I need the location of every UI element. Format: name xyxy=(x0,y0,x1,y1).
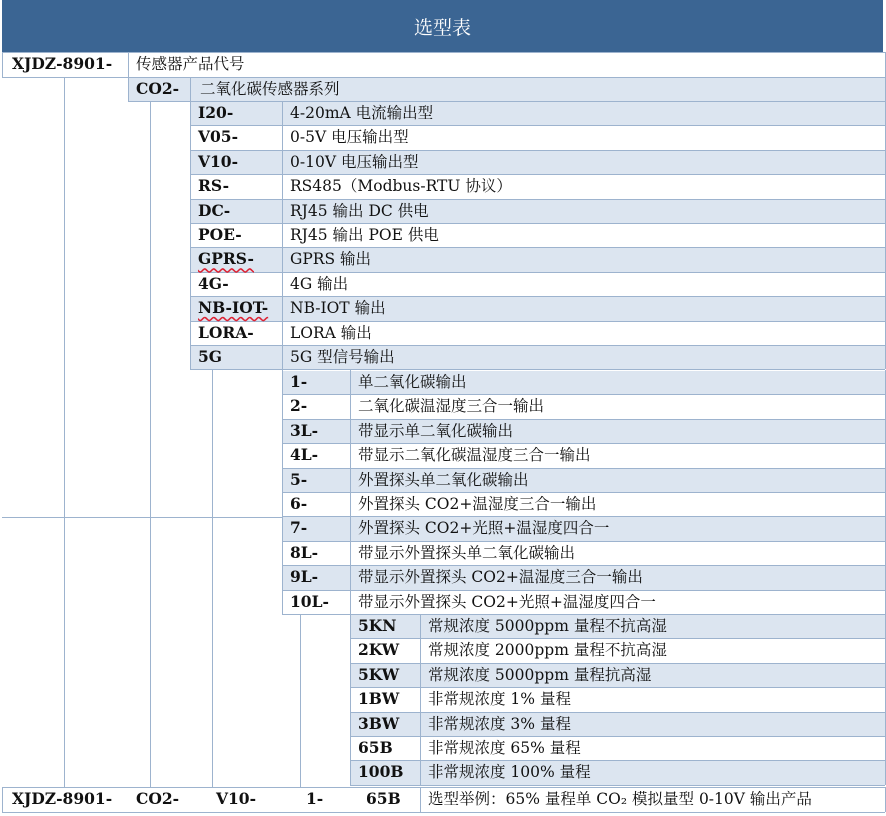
col-line xyxy=(282,419,283,443)
col-line xyxy=(282,199,283,223)
series-code: CO2- xyxy=(136,79,180,98)
col-line xyxy=(350,419,351,443)
example-code-part: 1- xyxy=(306,789,324,808)
option-code: 8L- xyxy=(290,542,319,562)
col-line xyxy=(420,760,421,784)
option-code: 6- xyxy=(290,494,308,513)
option-code: 1BW xyxy=(358,689,400,709)
col-line xyxy=(190,247,191,271)
option-desc: LORA 输出 xyxy=(290,323,372,342)
col-line xyxy=(350,394,351,418)
option-desc: 0-10V 电压输出型 xyxy=(290,152,419,171)
option-code: NB-IOT- xyxy=(198,298,269,318)
col-line xyxy=(282,345,283,369)
col-line xyxy=(420,663,421,687)
option-desc: 0-5V 电压输出型 xyxy=(290,128,409,147)
option-code: GPRS- xyxy=(198,249,254,269)
row-line xyxy=(350,785,885,786)
option-code: 5KN xyxy=(358,616,397,635)
col-line xyxy=(2,52,3,77)
option-desc: 非常规浓度 100% 量程 xyxy=(428,763,591,782)
option-desc: 外置探头 CO2+光照+温湿度四合一 xyxy=(358,519,610,538)
table-title: 选型表 xyxy=(2,0,883,52)
option-desc: 常规浓度 5000ppm 量程抗高湿 xyxy=(428,665,652,684)
col-line xyxy=(282,590,283,614)
col-line xyxy=(190,223,191,247)
option-code: 9L- xyxy=(290,567,319,587)
col-line xyxy=(420,687,421,711)
option-desc: 非常规浓度 1% 量程 xyxy=(428,690,571,709)
col-line xyxy=(350,687,351,711)
col-line xyxy=(420,614,421,638)
col-line xyxy=(420,736,421,760)
option-desc: 非常规浓度 65% 量程 xyxy=(428,739,581,757)
option-desc: 常规浓度 2000ppm 量程不抗高湿 xyxy=(428,641,667,660)
series-label: 二氧化碳传感器系列 xyxy=(200,80,340,98)
option-code: 7- xyxy=(290,518,308,538)
col-line xyxy=(282,541,283,565)
col-line xyxy=(350,516,351,540)
col-line xyxy=(190,321,191,345)
product-code-label: 传感器产品代号 xyxy=(136,55,245,73)
col-line xyxy=(350,760,351,784)
col-line xyxy=(282,443,283,467)
col-line xyxy=(190,199,191,223)
tree-line xyxy=(2,517,282,518)
col-line xyxy=(350,736,351,760)
col-line xyxy=(420,712,421,736)
example-description: 选型举例：65% 量程单 CO₂ 模拟量型 0-10V 输出产品 xyxy=(428,790,812,808)
col-line xyxy=(420,787,421,812)
option-desc: RS485（Modbus-RTU 协议） xyxy=(290,177,512,196)
option-desc: 常规浓度 5000ppm 量程不抗高湿 xyxy=(428,617,667,635)
option-desc: 二氧化碳温湿度三合一输出 xyxy=(358,397,545,416)
option-code: 65B xyxy=(358,738,393,757)
option-desc: 外置探头单二氧化碳输出 xyxy=(358,470,529,489)
col-line xyxy=(190,77,191,101)
col-line xyxy=(190,272,191,296)
col-line xyxy=(190,101,191,125)
option-code: I20- xyxy=(198,103,234,122)
option-desc: 带显示外置探头单二氧化碳输出 xyxy=(358,543,576,562)
col-line xyxy=(190,150,191,174)
option-code: 4G- xyxy=(198,273,229,293)
option-desc: RJ45 输出 DC 供电 xyxy=(290,201,429,220)
option-desc: NB-IOT 输出 xyxy=(290,299,386,318)
col-line xyxy=(282,468,283,492)
col-line xyxy=(2,787,3,812)
col-line xyxy=(128,77,129,101)
col-line xyxy=(350,565,351,589)
col-line xyxy=(282,174,283,198)
example-code-part: 65B xyxy=(366,789,401,808)
option-desc: RJ45 输出 POE 供电 xyxy=(290,226,439,244)
option-code: RS- xyxy=(198,176,230,196)
option-desc: 带显示外置探头 CO2+温湿度三合一输出 xyxy=(358,568,643,587)
example-code-part: V10- xyxy=(216,789,257,808)
option-desc: 4G 输出 xyxy=(290,274,349,293)
col-line xyxy=(282,125,283,149)
product-code: XJDZ-8901- xyxy=(12,54,113,73)
option-desc: 带显示二氧化碳温湿度三合一输出 xyxy=(358,446,591,465)
option-code: LORA- xyxy=(198,322,254,342)
col-line xyxy=(350,541,351,565)
option-desc: 带显示外置探头 CO2+光照+温湿度四合一 xyxy=(358,592,656,611)
option-code: 2- xyxy=(290,396,308,416)
col-line xyxy=(350,370,351,394)
option-code: 3L- xyxy=(290,420,319,440)
option-desc: 非常规浓度 3% 量程 xyxy=(428,714,571,733)
option-code: V10- xyxy=(198,151,239,171)
col-line xyxy=(282,565,283,589)
col-line xyxy=(350,590,351,614)
option-code: DC- xyxy=(198,200,231,220)
col-line xyxy=(190,345,191,369)
option-code: 5- xyxy=(290,469,308,489)
col-line xyxy=(282,101,283,125)
option-code: 1- xyxy=(290,372,308,391)
option-code: 3BW xyxy=(358,713,400,733)
option-code: 5KW xyxy=(358,664,400,684)
col-line xyxy=(282,296,283,320)
col-line xyxy=(282,247,283,271)
col-line xyxy=(350,712,351,736)
row-line xyxy=(2,52,885,53)
option-code: 10L- xyxy=(290,591,329,611)
col-line xyxy=(128,52,129,77)
col-line xyxy=(350,468,351,492)
col-line xyxy=(350,663,351,687)
col-line xyxy=(190,296,191,320)
row-line xyxy=(2,812,885,813)
option-desc: 4-20mA 电流输出型 xyxy=(290,104,434,122)
col-line xyxy=(350,638,351,662)
col-line xyxy=(282,321,283,345)
option-code: 5G xyxy=(198,347,223,366)
option-code: 100B xyxy=(358,762,404,782)
col-line xyxy=(420,638,421,662)
option-desc: GPRS 输出 xyxy=(290,250,372,269)
option-desc: 外置探头 CO2+温湿度三合一输出 xyxy=(358,495,597,513)
col-line xyxy=(282,516,283,540)
option-code: POE- xyxy=(198,225,242,244)
option-code: V05- xyxy=(198,127,239,147)
col-line xyxy=(282,394,283,418)
tree-line xyxy=(212,370,213,787)
col-line xyxy=(190,125,191,149)
option-code: 2KW xyxy=(358,640,400,660)
col-line xyxy=(350,492,351,516)
tree-line xyxy=(64,77,65,787)
col-line xyxy=(350,614,351,638)
example-code-part: CO2- xyxy=(136,789,180,808)
option-desc: 单二氧化碳输出 xyxy=(358,373,467,391)
tree-line xyxy=(300,614,301,787)
col-line xyxy=(282,272,283,296)
option-code: 4L- xyxy=(290,445,319,465)
tree-line xyxy=(150,101,151,787)
col-line xyxy=(282,150,283,174)
option-desc: 5G 型信号输出 xyxy=(290,348,395,366)
col-line xyxy=(190,174,191,198)
option-desc: 带显示单二氧化碳输出 xyxy=(358,421,514,440)
col-line xyxy=(282,370,283,394)
col-line xyxy=(350,443,351,467)
example-code-part: XJDZ-8901- xyxy=(12,789,113,808)
col-line xyxy=(282,223,283,247)
col-line xyxy=(282,492,283,516)
